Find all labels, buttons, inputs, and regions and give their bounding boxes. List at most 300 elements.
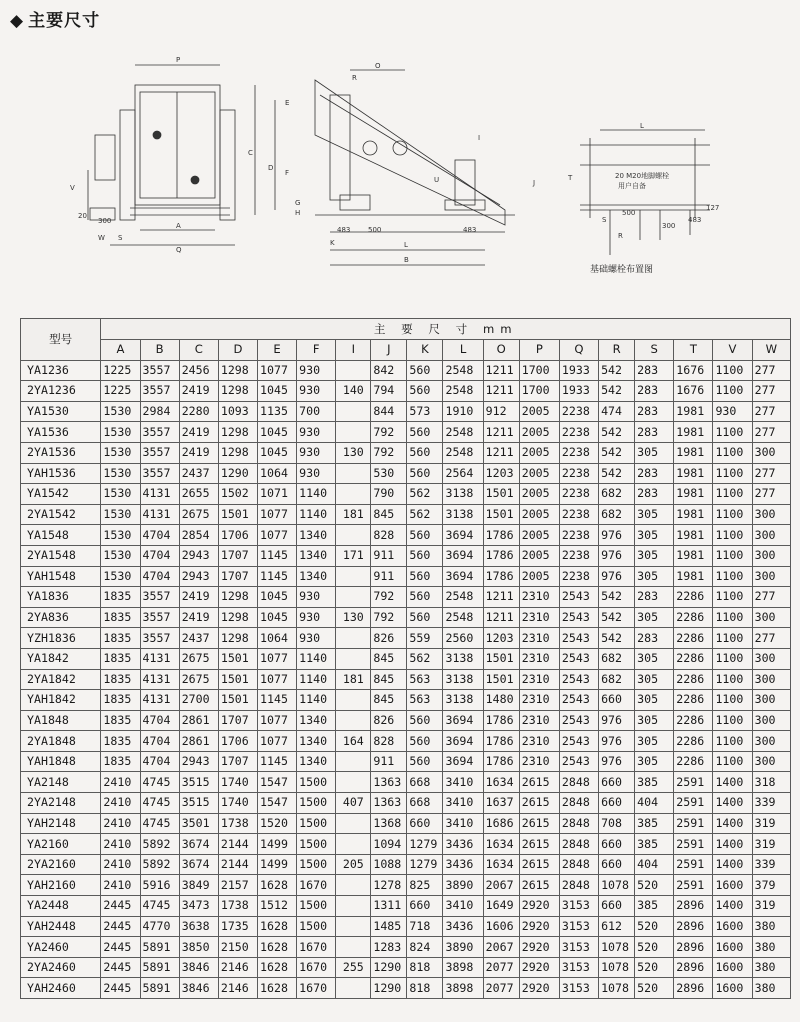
dim-cell: 682 — [599, 504, 635, 525]
anchor-layout-caption: 基础螺栓布置图 — [590, 265, 654, 275]
dim-cell: 385 — [635, 896, 674, 917]
dim-cell: 3153 — [559, 937, 598, 958]
dim-cell: 1290 — [371, 978, 407, 999]
dim-cell: 976 — [599, 525, 635, 546]
dim-cell: 1100 — [713, 525, 752, 546]
dim-cell: 2591 — [674, 813, 713, 834]
dim-cell-i — [336, 690, 371, 711]
table-row — [21, 381, 791, 402]
dim-cell-i — [336, 525, 371, 546]
model-cell: YA1542 — [21, 484, 101, 505]
column-header-j: J — [371, 340, 407, 361]
dim-cell: 1100 — [713, 422, 752, 443]
dim-cell: 300 — [752, 545, 790, 566]
dim-cell: 1145 — [258, 751, 297, 772]
dim-cell: 1786 — [483, 566, 519, 587]
table-row — [21, 854, 791, 875]
table-row — [21, 422, 791, 443]
table-row — [21, 731, 791, 752]
dim-cell: 2445 — [101, 896, 140, 917]
dim-cell: 911 — [371, 751, 407, 772]
dim-cell: 1634 — [483, 772, 519, 793]
table-row — [21, 978, 791, 999]
table-row — [21, 587, 791, 608]
model-cell: 2YA1236 — [21, 381, 101, 402]
dim-cell: 976 — [599, 731, 635, 752]
dim-cell: 520 — [635, 916, 674, 937]
dim-cell: 283 — [635, 360, 674, 381]
dim-cell: 2543 — [559, 710, 598, 731]
dim-cell-i — [336, 978, 371, 999]
dim-cell-i: 171 — [336, 545, 371, 566]
dim-cell: 1400 — [713, 813, 752, 834]
dim-cell: 818 — [407, 978, 443, 999]
dim-cell: 2675 — [179, 504, 218, 525]
dim-cell: 930 — [713, 401, 752, 422]
dim-cell: 5891 — [140, 978, 179, 999]
dim-cell: 1500 — [297, 834, 336, 855]
dim-cell: 1203 — [483, 463, 519, 484]
dim-cell: 660 — [407, 896, 443, 917]
svg-text:R: R — [618, 232, 623, 240]
dim-cell: 5891 — [140, 957, 179, 978]
dim-cell: 2157 — [218, 875, 257, 896]
dim-cell: 828 — [371, 731, 407, 752]
dim-cell: 2238 — [559, 525, 598, 546]
model-cell: 2YA836 — [21, 607, 101, 628]
table-row — [21, 484, 791, 505]
dim-cell: 542 — [599, 422, 635, 443]
dim-cell: 911 — [371, 566, 407, 587]
dim-cell: 3694 — [443, 566, 483, 587]
dim-cell: 1100 — [713, 731, 752, 752]
dim-cell-i — [336, 463, 371, 484]
dim-cell: 2067 — [483, 937, 519, 958]
dim-cell: 794 — [371, 381, 407, 402]
dim-cell: 3138 — [443, 504, 483, 525]
dim-cell-i: 255 — [336, 957, 371, 978]
dim-cell: 560 — [407, 731, 443, 752]
dim-cell: 2456 — [179, 360, 218, 381]
dim-cell: 563 — [407, 669, 443, 690]
table-row — [21, 793, 791, 814]
dim-cell: 2310 — [519, 607, 559, 628]
dim-cell: 277 — [752, 360, 790, 381]
dim-cell: 1077 — [258, 731, 297, 752]
dim-cell: 700 — [297, 401, 336, 422]
dim-cell: 2005 — [519, 525, 559, 546]
dim-cell: 542 — [599, 628, 635, 649]
dim-cell: 4704 — [140, 525, 179, 546]
dim-cell: 1835 — [101, 690, 140, 711]
svg-text:483: 483 — [463, 226, 477, 234]
dim-cell-i — [336, 710, 371, 731]
dim-cell: 542 — [599, 360, 635, 381]
dim-cell: 1100 — [713, 463, 752, 484]
dim-cell: 2548 — [443, 381, 483, 402]
dim-cell: 1835 — [101, 710, 140, 731]
model-cell: 2YA2460 — [21, 957, 101, 978]
dim-cell: 1363 — [371, 793, 407, 814]
table-row — [21, 937, 791, 958]
dim-cell: 1078 — [599, 937, 635, 958]
dim-cell-i — [336, 772, 371, 793]
dim-cell: 300 — [752, 751, 790, 772]
dim-cell: 1835 — [101, 751, 140, 772]
dim-cell: 300 — [752, 669, 790, 690]
dim-cell: 1064 — [258, 628, 297, 649]
dim-cell: 2238 — [559, 545, 598, 566]
svg-text:I: I — [478, 134, 481, 142]
dim-cell: 283 — [635, 587, 674, 608]
dim-cell: 1738 — [218, 813, 257, 834]
dim-cell: 277 — [752, 587, 790, 608]
dim-cell: 542 — [599, 463, 635, 484]
dim-cell: 1071 — [258, 484, 297, 505]
dim-cell: 668 — [407, 772, 443, 793]
dim-cell: 2146 — [218, 957, 257, 978]
dim-cell: 1077 — [258, 360, 297, 381]
column-header-row — [21, 340, 791, 361]
model-cell: YA1548 — [21, 525, 101, 546]
dim-cell: 305 — [635, 545, 674, 566]
model-cell: YAH1548 — [21, 566, 101, 587]
dim-cell: 520 — [635, 957, 674, 978]
column-header-r: R — [599, 340, 635, 361]
dim-cell-i — [336, 916, 371, 937]
dim-cell: 2310 — [519, 731, 559, 752]
dim-cell: 1045 — [258, 607, 297, 628]
dim-cell: 2675 — [179, 648, 218, 669]
column-header-i: I — [336, 340, 371, 361]
svg-text:20 M20地脚螺栓: 20 M20地脚螺栓 — [615, 172, 670, 180]
model-cell: 2YA1542 — [21, 504, 101, 525]
dim-cell: 3501 — [179, 813, 218, 834]
table-row — [21, 648, 791, 669]
svg-text:S: S — [602, 216, 607, 224]
dim-cell: 2286 — [674, 690, 713, 711]
section-heading — [10, 6, 100, 31]
dim-cell-i — [336, 648, 371, 669]
model-cell: YZH1836 — [21, 628, 101, 649]
dim-cell: 3557 — [140, 381, 179, 402]
dim-cell: 2310 — [519, 690, 559, 711]
dim-cell: 2005 — [519, 484, 559, 505]
dim-cell: 5916 — [140, 875, 179, 896]
dim-cell: 3138 — [443, 484, 483, 505]
dim-cell: 1340 — [297, 710, 336, 731]
dim-cell: 2920 — [519, 978, 559, 999]
dim-cell: 1933 — [559, 360, 598, 381]
front-view-labels — [70, 56, 182, 254]
svg-text:F: F — [285, 169, 290, 177]
dim-cell-i — [336, 751, 371, 772]
dim-cell: 1100 — [713, 751, 752, 772]
dim-cell: 2310 — [519, 628, 559, 649]
dim-cell: 1502 — [218, 484, 257, 505]
dim-cell: 3138 — [443, 690, 483, 711]
dim-cell: 2984 — [140, 401, 179, 422]
dim-cell: 1045 — [258, 587, 297, 608]
dim-cell: 2543 — [559, 751, 598, 772]
dim-cell: 660 — [599, 896, 635, 917]
dim-cell: 1740 — [218, 772, 257, 793]
dim-cell: 2419 — [179, 607, 218, 628]
dim-cell: 2548 — [443, 360, 483, 381]
drawing-svg — [0, 40, 800, 310]
dim-cell: 1340 — [297, 525, 336, 546]
dim-cell: 560 — [407, 381, 443, 402]
dim-cell: 2848 — [559, 834, 598, 855]
dim-cell: 1676 — [674, 381, 713, 402]
table-row — [21, 525, 791, 546]
dim-cell: 1078 — [599, 875, 635, 896]
dim-cell: 3850 — [179, 937, 218, 958]
dim-cell: 1700 — [519, 360, 559, 381]
dim-cell: 2591 — [674, 772, 713, 793]
dim-cell: 1933 — [559, 381, 598, 402]
model-cell: YA1848 — [21, 710, 101, 731]
dim-cell: 2615 — [519, 813, 559, 834]
dim-cell: 1786 — [483, 545, 519, 566]
dim-cell: 1512 — [258, 896, 297, 917]
dim-cell: 318 — [752, 772, 790, 793]
dim-cell: 1225 — [101, 381, 140, 402]
dim-cell: 2005 — [519, 545, 559, 566]
model-cell: 2YA1842 — [21, 669, 101, 690]
dim-cell: 844 — [371, 401, 407, 422]
dim-cell: 2410 — [101, 834, 140, 855]
table-row — [21, 710, 791, 731]
dim-cell: 1140 — [297, 669, 336, 690]
dim-cell: 1480 — [483, 690, 519, 711]
dim-cell: 2238 — [559, 566, 598, 587]
dim-cell: 1634 — [483, 854, 519, 875]
dim-cell: 562 — [407, 504, 443, 525]
dim-cell: 1100 — [713, 442, 752, 463]
svg-text:20: 20 — [78, 212, 87, 220]
svg-text:S: S — [118, 234, 123, 242]
dim-cell: 2005 — [519, 401, 559, 422]
dim-cell: 2437 — [179, 628, 218, 649]
dim-cell: 2543 — [559, 607, 598, 628]
dim-cell: 3557 — [140, 442, 179, 463]
model-cell: YAH1842 — [21, 690, 101, 711]
model-cell: 2YA2148 — [21, 793, 101, 814]
dim-cell: 3436 — [443, 854, 483, 875]
dim-cell: 1501 — [483, 648, 519, 669]
dim-cell: 3846 — [179, 978, 218, 999]
side-view — [255, 70, 515, 265]
dim-cell: 2437 — [179, 463, 218, 484]
dim-cell: 1835 — [101, 628, 140, 649]
column-header-v: V — [713, 340, 752, 361]
dim-cell: 1530 — [101, 422, 140, 443]
section-title: 主要尺寸 — [28, 11, 101, 31]
dim-cell: 283 — [635, 422, 674, 443]
dim-cell: 824 — [407, 937, 443, 958]
dim-cell: 319 — [752, 896, 790, 917]
column-header-q: Q — [559, 340, 598, 361]
svg-text:483: 483 — [337, 226, 351, 234]
dim-cell: 1140 — [297, 504, 336, 525]
dim-cell: 1499 — [258, 854, 297, 875]
dim-cell: 2310 — [519, 648, 559, 669]
dim-cell: 2419 — [179, 381, 218, 402]
spec-table — [20, 318, 791, 999]
dim-cell: 319 — [752, 834, 790, 855]
dim-cell: 826 — [371, 710, 407, 731]
model-cell: YA1842 — [21, 648, 101, 669]
dim-cell: 1520 — [258, 813, 297, 834]
dim-cell: 1500 — [297, 813, 336, 834]
dim-cell: 660 — [599, 690, 635, 711]
svg-text:A: A — [176, 222, 181, 230]
svg-text:B: B — [404, 256, 409, 264]
dim-cell: 1100 — [713, 545, 752, 566]
dim-cell: 1686 — [483, 813, 519, 834]
dim-cell: 4131 — [140, 669, 179, 690]
dim-cell: 385 — [635, 772, 674, 793]
dim-cell: 2286 — [674, 587, 713, 608]
dim-cell-i — [336, 484, 371, 505]
dim-cell: 1786 — [483, 710, 519, 731]
dim-cell: 2543 — [559, 731, 598, 752]
dim-cell: 2005 — [519, 422, 559, 443]
dim-cell: 1100 — [713, 504, 752, 525]
model-cell: YA2460 — [21, 937, 101, 958]
svg-text:K: K — [330, 239, 335, 247]
dim-cell: 1637 — [483, 793, 519, 814]
dim-cell: 3410 — [443, 896, 483, 917]
dims-header: 主 要 尺 寸 mm — [101, 319, 791, 340]
dim-cell: 1670 — [297, 875, 336, 896]
dim-cell: 2150 — [218, 937, 257, 958]
dim-cell: 1500 — [297, 854, 336, 875]
dim-cell: 1100 — [713, 360, 752, 381]
dim-cell: 305 — [635, 690, 674, 711]
dim-cell: 562 — [407, 648, 443, 669]
dim-cell: 1706 — [218, 525, 257, 546]
dim-cell: 976 — [599, 710, 635, 731]
column-header-f: F — [297, 340, 336, 361]
dim-cell: 1298 — [218, 381, 257, 402]
svg-text:J: J — [533, 179, 536, 187]
dim-cell: 2543 — [559, 669, 598, 690]
dim-cell: 930 — [297, 360, 336, 381]
dim-cell: 1100 — [713, 587, 752, 608]
dim-cell: 2920 — [519, 896, 559, 917]
dim-cell: 305 — [635, 607, 674, 628]
dim-cell: 2286 — [674, 710, 713, 731]
dim-cell: 1211 — [483, 442, 519, 463]
dim-cell: 300 — [752, 504, 790, 525]
dim-cell: 1981 — [674, 525, 713, 546]
dim-cell: 283 — [635, 463, 674, 484]
dim-cell: 1279 — [407, 834, 443, 855]
dim-cell: 4745 — [140, 772, 179, 793]
dim-cell: 305 — [635, 731, 674, 752]
dim-cell: 2896 — [674, 937, 713, 958]
dim-cell: 1547 — [258, 772, 297, 793]
dim-cell: 277 — [752, 484, 790, 505]
dim-cell: 5891 — [140, 937, 179, 958]
dim-cell: 300 — [752, 731, 790, 752]
model-cell: YA1530 — [21, 401, 101, 422]
dim-cell: 2238 — [559, 442, 598, 463]
dim-cell: 1501 — [218, 648, 257, 669]
dim-cell: 4745 — [140, 813, 179, 834]
dim-cell: 560 — [407, 751, 443, 772]
dim-cell: 1278 — [371, 875, 407, 896]
dim-cell: 825 — [407, 875, 443, 896]
dim-cell: 2615 — [519, 793, 559, 814]
dim-cell: 4745 — [140, 793, 179, 814]
dim-cell: 305 — [635, 525, 674, 546]
dim-cell: 1145 — [258, 566, 297, 587]
dim-cell: 1501 — [218, 690, 257, 711]
model-cell: YAH2448 — [21, 916, 101, 937]
dim-cell: 380 — [752, 937, 790, 958]
table-row — [21, 957, 791, 978]
column-header-e: E — [258, 340, 297, 361]
dim-cell: 1628 — [258, 978, 297, 999]
dim-cell: 2445 — [101, 937, 140, 958]
dim-cell: 1340 — [297, 731, 336, 752]
dim-cell: 1981 — [674, 442, 713, 463]
dim-cell: 1045 — [258, 442, 297, 463]
dim-cell: 1100 — [713, 566, 752, 587]
dim-cell: 1530 — [101, 545, 140, 566]
model-cell: YA1836 — [21, 587, 101, 608]
dim-cell: 1290 — [218, 463, 257, 484]
model-cell: YAH1536 — [21, 463, 101, 484]
dim-cell: 790 — [371, 484, 407, 505]
dim-cell: 277 — [752, 628, 790, 649]
dim-cell: 2615 — [519, 772, 559, 793]
dim-cell: 4704 — [140, 731, 179, 752]
dim-cell: 2543 — [559, 648, 598, 669]
dim-cell: 2410 — [101, 875, 140, 896]
dim-cell: 1547 — [258, 793, 297, 814]
table-row — [21, 896, 791, 917]
dim-cell: 2854 — [179, 525, 218, 546]
dim-cell: 305 — [635, 751, 674, 772]
dim-cell: 930 — [297, 442, 336, 463]
dim-cell: 1298 — [218, 422, 257, 443]
dim-cell: 1211 — [483, 381, 519, 402]
side-view-labels — [248, 62, 535, 264]
svg-text:O: O — [375, 62, 381, 70]
dim-cell: 3890 — [443, 875, 483, 896]
dim-cell: 1606 — [483, 916, 519, 937]
dim-cell: 2445 — [101, 916, 140, 937]
model-header: 型号 — [21, 319, 101, 361]
dim-cell-i: 130 — [336, 442, 371, 463]
svg-text:V: V — [70, 184, 75, 192]
svg-text:C: C — [248, 149, 253, 157]
dim-cell: 560 — [407, 442, 443, 463]
dim-cell: 708 — [599, 813, 635, 834]
dim-cell: 1211 — [483, 607, 519, 628]
dim-cell: 562 — [407, 484, 443, 505]
dim-cell: 4770 — [140, 916, 179, 937]
table-row — [21, 751, 791, 772]
dim-cell: 3410 — [443, 813, 483, 834]
dim-cell: 300 — [752, 648, 790, 669]
dim-cell: 1100 — [713, 484, 752, 505]
dim-cell: 3898 — [443, 978, 483, 999]
